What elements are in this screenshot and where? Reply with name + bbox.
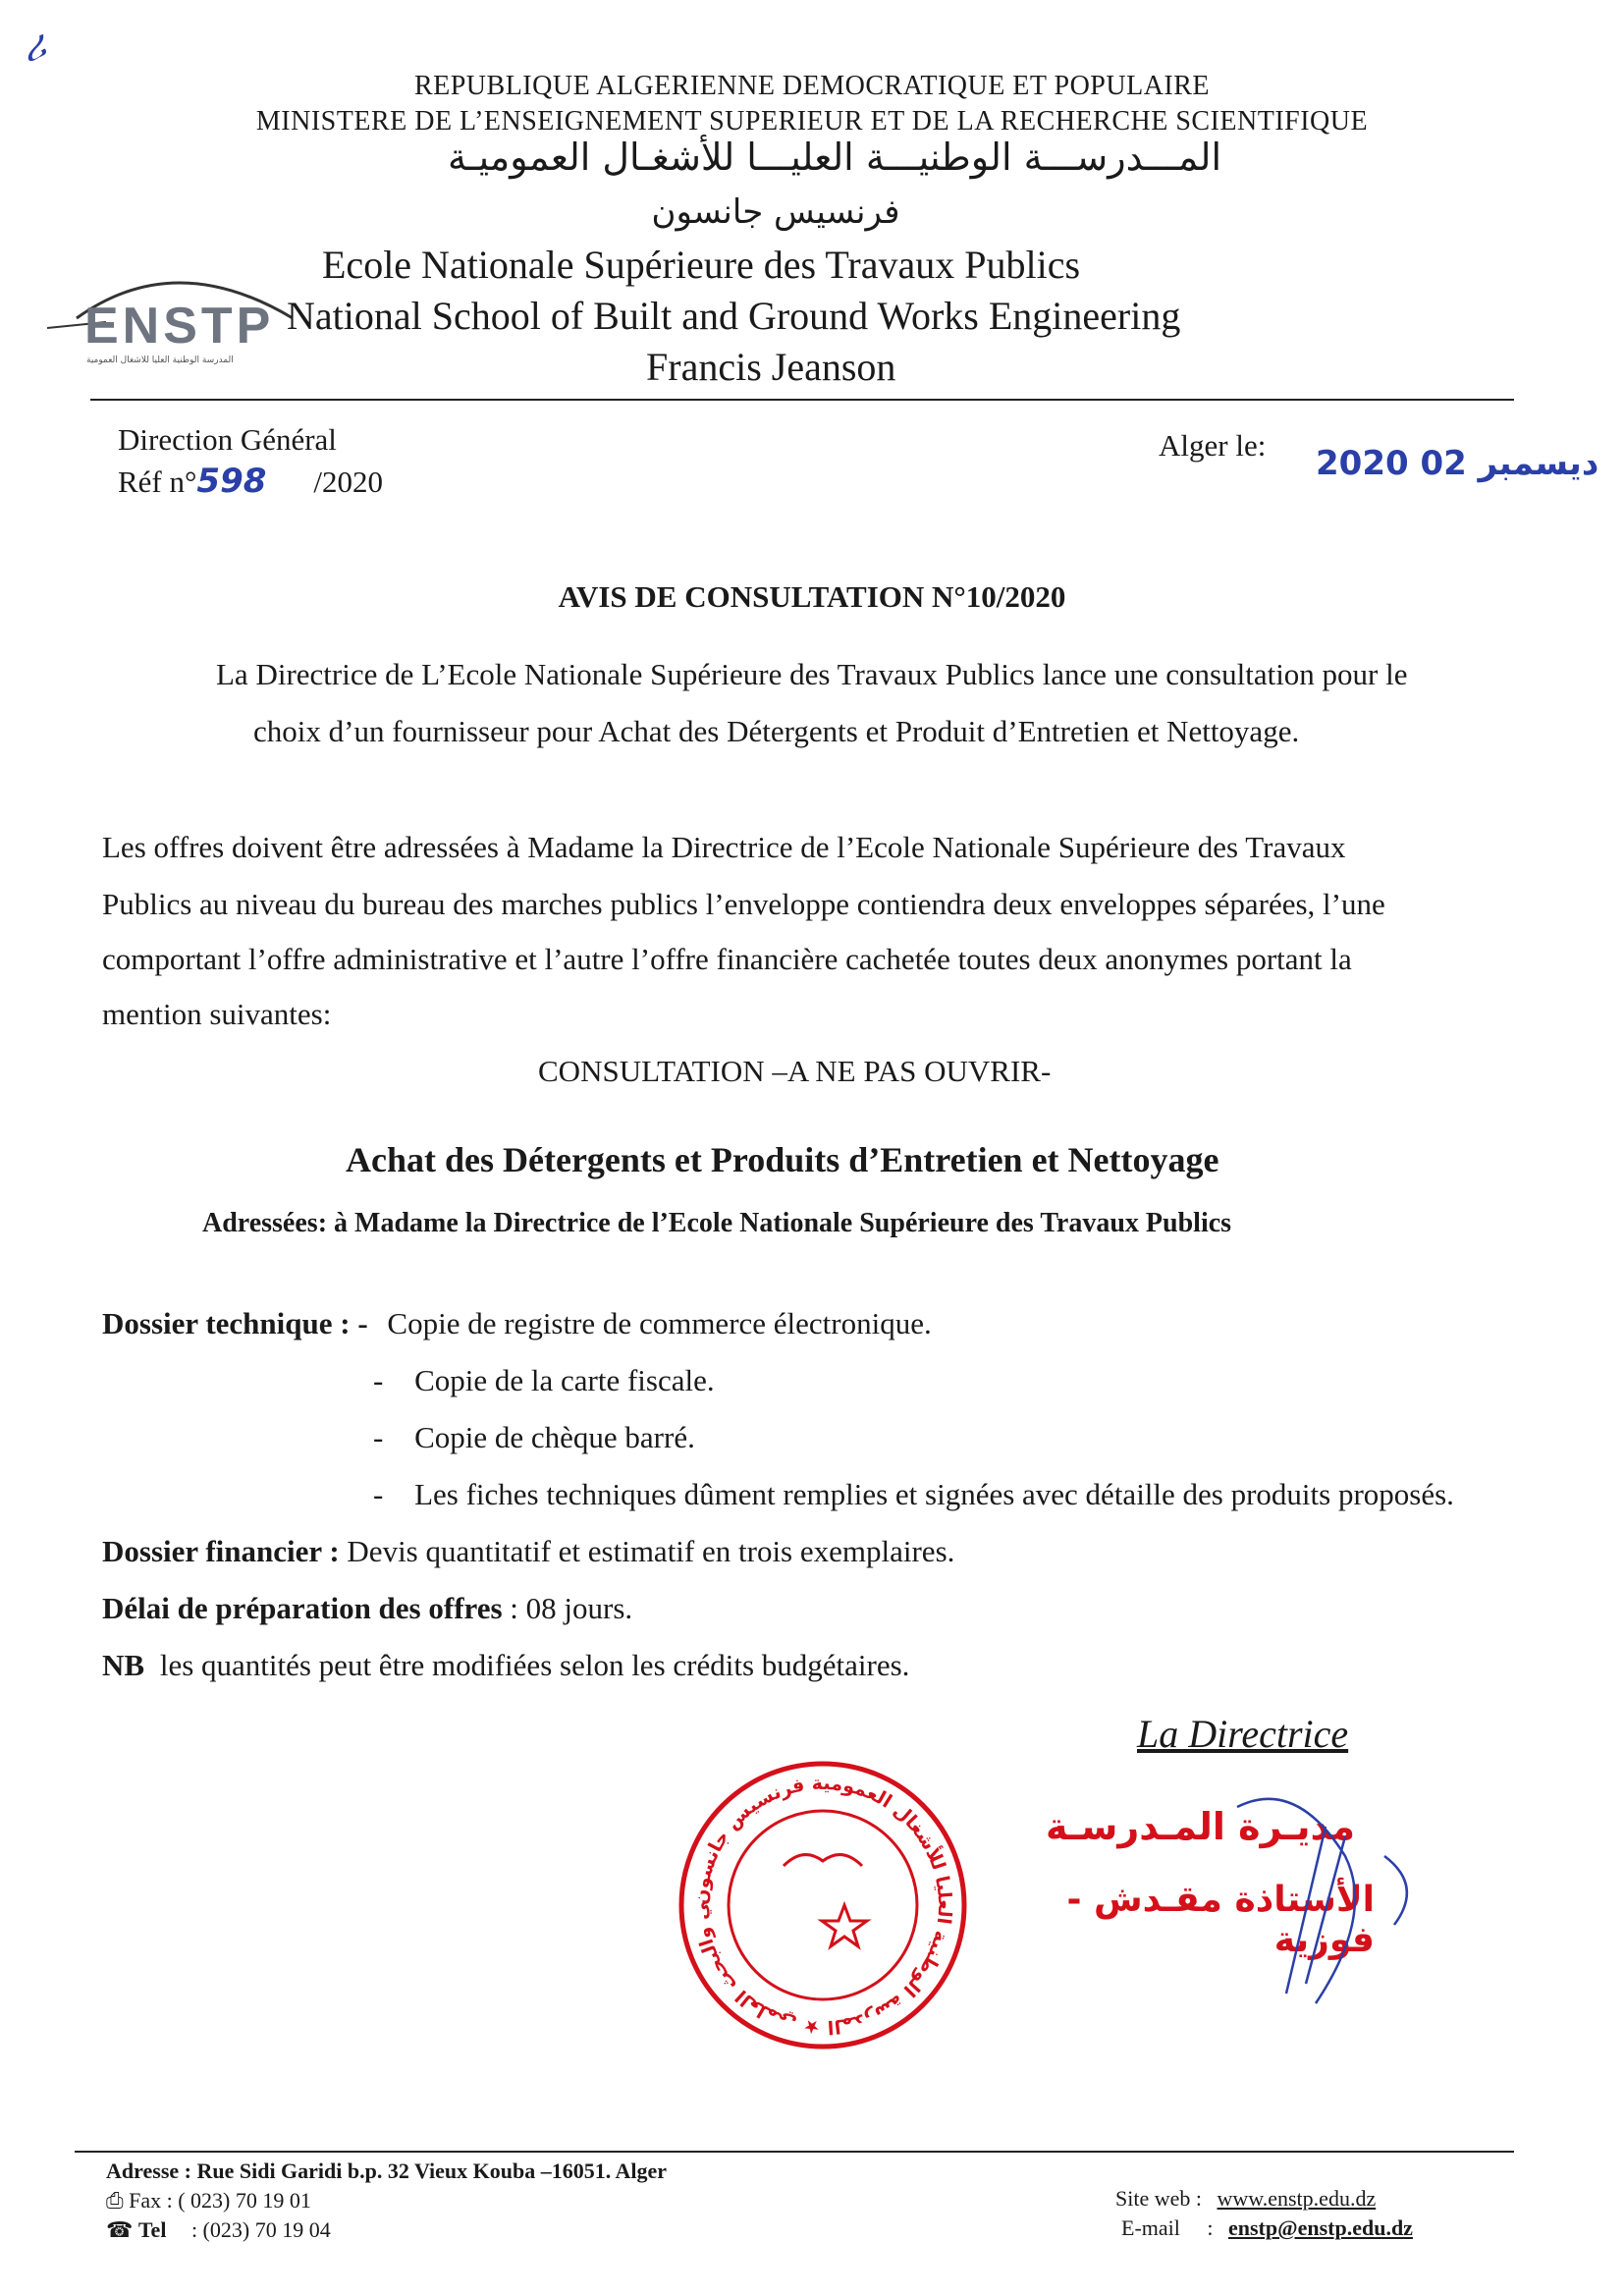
ref-year: /2020 — [313, 465, 384, 499]
offers-line-2: Publics au niveau du bureau des marches publics l’enveloppe contiendra deux enveloppes séparées, l’une — [102, 887, 1385, 921]
technical-label: Dossier technique : - — [102, 1306, 368, 1340]
header-republic: REPUBLIQUE ALGERIENNE DEMOCRATIQUE ET POPULAIRE — [413, 71, 1211, 101]
technical-item-4: Les fiches techniques dûment remplies et signées avec détaille des produits proposés. — [414, 1477, 1454, 1511]
header-ministry: MINISTERE DE L’ENSEIGNEMENT SUPERIEUR ET DE LA RECHERCHE SCIENTIFIQUE — [255, 106, 1369, 137]
technical-item-1: Copie de registre de commerce électronique. — [387, 1306, 932, 1340]
school-name-fr: Ecole Nationale Supérieure des Travaux Publics — [322, 243, 1081, 287]
handwritten-signature — [1178, 1768, 1434, 2023]
date-stamp: 2020 ديسمبر 02 — [1316, 444, 1599, 483]
delay-row — [102, 1591, 632, 1626]
technical-item-2: Copie de la carte fiscale. — [414, 1363, 715, 1397]
logo-text: ENSTP — [84, 298, 275, 355]
email-sep: : — [1207, 2215, 1214, 2240]
signature-name-arabic: الأستاذة مقـدش - فوزية — [1066, 1880, 1375, 1960]
bullet: - — [373, 1477, 384, 1511]
school-name-en: National School of Built and Ground Works Engineering — [287, 294, 1181, 338]
ref-number: 598 — [196, 462, 267, 501]
technical-item-2-row — [373, 1363, 715, 1398]
logo-arabic-text: المدرسة الوطنية العليا للأشغال العمومية — [86, 355, 234, 365]
site-link[interactable]: www.enstp.edu.dz — [1217, 2186, 1377, 2211]
school-name-francis: Francis Jeanson — [646, 345, 896, 389]
seal-icon — [676, 1758, 970, 2052]
ref-label: Réf n° — [118, 465, 197, 499]
tel-label: Tel — [137, 2217, 167, 2242]
addressed-heading: Adressées: à Madame la Directrice de l’Ecole Nationale Supérieure des Travaux Publics — [202, 1208, 1232, 1238]
footer-divider — [75, 2151, 1514, 2153]
notice-title: AVIS DE CONSULTATION N°10/2020 — [558, 579, 1066, 614]
footer-tel — [106, 2217, 331, 2243]
footer-fax — [106, 2188, 311, 2214]
bullet: - — [373, 1420, 384, 1454]
tel-value: : (023) 70 19 04 — [190, 2217, 331, 2242]
corner-handwritten-mark: ሪ — [15, 22, 52, 72]
header-arabic-name: فرنسيس جانسون — [651, 192, 900, 232]
signature-title: La Directrice — [1137, 1712, 1349, 1756]
email-link[interactable]: enstp@enstp.edu.dz — [1228, 2215, 1413, 2240]
intro-line-1: La Directrice de L’Ecole Nationale Supérieure des Travaux Publics lance une consultation pour le — [216, 657, 1408, 691]
header-arabic-school: المـــدرســـة الوطنيـــة العليـــا للأشغـال العموميـة — [447, 136, 1222, 179]
offers-line-3: comportant l’offre administrative et l’autre l’offre financière cachetée toutes deux anonymes portant la — [102, 942, 1352, 976]
technical-item-3-row — [373, 1420, 695, 1455]
enstp-logo — [47, 257, 293, 385]
email-label: E-mail — [1121, 2215, 1180, 2240]
footer-email — [1121, 2215, 1413, 2241]
delay-label: Délai de préparation des offres — [102, 1591, 503, 1625]
direction-label: Direction Général — [118, 422, 337, 457]
official-seal — [676, 1758, 970, 2052]
intro-line-2: choix d’un fournisseur pour Achat des Détergents et Produit d’Entretien et Nettoyage. — [253, 714, 1300, 748]
offers-line-1: Les offres doivent être adressées à Madame la Directrice de l’Ecole Nationale Supérieure des Travaux — [102, 830, 1346, 864]
financial-file — [102, 1534, 954, 1569]
seal-ring-text: ي والبحث العلمي ★ المدرسة الوطنية العليا للأشغال العمومية فرنسيس جانسون — [689, 1772, 956, 2039]
site-label: Site web : — [1115, 2186, 1202, 2211]
signature-role-arabic: مديـرة المـدرسـة — [1045, 1805, 1355, 1848]
nb-label: NB — [102, 1648, 145, 1682]
nb-text: les quantités peut être modifiées selon les crédits budgétaires. — [159, 1648, 910, 1682]
delay-text: : 08 jours. — [510, 1591, 633, 1625]
financial-text: Devis quantitatif et estimatif en trois exemplaires. — [347, 1534, 955, 1568]
financial-label: Dossier financier : — [102, 1534, 340, 1568]
signature-stroke-icon — [1178, 1768, 1434, 2023]
mention-text: CONSULTATION –A NE PAS OUVRIR- — [538, 1054, 1052, 1088]
place-label: Alger le: — [1159, 428, 1267, 463]
nb-row — [102, 1648, 909, 1683]
fax-label: Fax — [129, 2188, 162, 2213]
reference — [118, 462, 383, 501]
technical-item-4-row — [373, 1477, 1454, 1512]
phone-icon: ☎ — [106, 2217, 134, 2242]
bullet: - — [373, 1363, 384, 1397]
fax-icon: ⎙ — [106, 2188, 124, 2213]
subject-heading: Achat des Détergents et Produits d’Entretien et Nettoyage — [346, 1140, 1219, 1179]
footer-address: Adresse : Rue Sidi Garidi b.p. 32 Vieux Kouba –16051. Alger — [106, 2159, 668, 2183]
header-divider — [90, 399, 1514, 401]
technical-file — [102, 1306, 932, 1341]
offers-line-4: mention suivantes: — [102, 997, 332, 1031]
fax-value: : ( 023) 70 19 01 — [166, 2188, 311, 2213]
footer-site — [1115, 2186, 1376, 2212]
technical-item-3: Copie de chèque barré. — [414, 1420, 695, 1454]
